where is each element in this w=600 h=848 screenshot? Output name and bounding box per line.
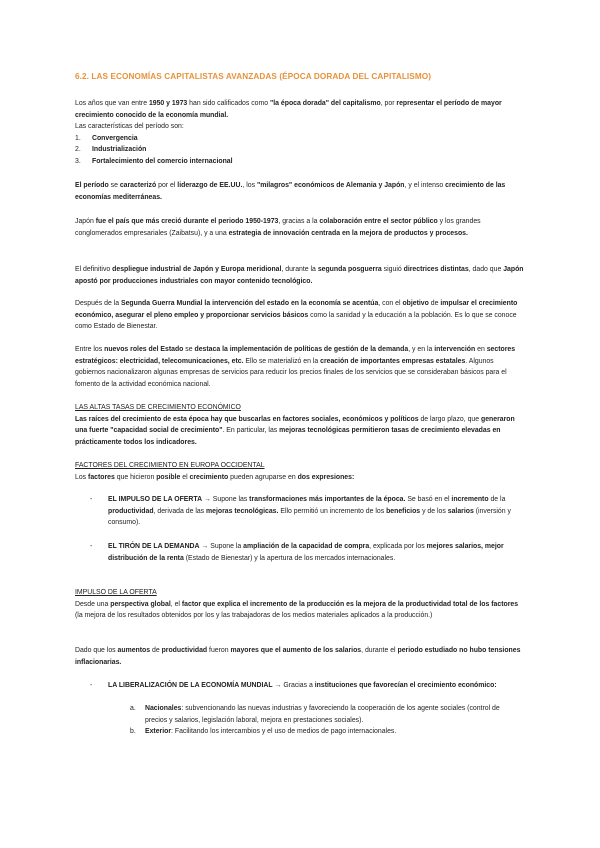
section-heading: 6.2. LAS ECONOMÍAS CAPITALISTAS AVANZADAS (ÉPOCA DORADA DEL CAPITALISMO) (75, 72, 432, 81)
section-altas-tasas: LAS ALTAS TASAS DE CRECIMIENTO ECONÓMICO Las raíces del crecimiento de esta época hay que buscarlas en factores sociales, económicos y políticos de largo plazo, que generaron una fuerte "capacidad social de crecimiento". En particular, las mejoras tecnológicas permitieron tasas de crecimiento elevadas en prácticamente todos los indicadores. (75, 402, 525, 448)
sub-item-exterior: b. Exterior: Facilitando los intercambios y el uso de medios de pago internacionales. (130, 728, 397, 735)
characteristics-list (75, 133, 525, 168)
intro-line-1: Los años que van entre 1950 y 1973 han sido calificados como "la época dorada" del capitalismo, por representar el período de mayor crecimiento conocido de la economía mundial. (75, 100, 502, 119)
paragraph-despliegue: El definitivo despliegue industrial de Japón y Europa meridional, durante la segunda posguerra siguió directrices distintas, dado que Japón apostó por producciones industriales con mayor contenido tecnológico. (75, 266, 524, 285)
intro-line-2: Las características del período son: (75, 123, 184, 131)
list-item-impulso-oferta: - EL IMPULSO DE LA OFERTA → Supone las transformaciones más importantes de la época. Se basó en el incremento de la productividad, derivada de las mejoras tecnológicas. Ello permitió un incremento de los beneficios y de los salarios (inversión y consumo). (90, 496, 511, 527)
subsection-title: IMPULSO DE LA OFERTA (75, 589, 157, 596)
paragraph-roles-estado: Entre los nuevos roles del Estado se destaca la implementación de políticas de gestión de la demanda, y en la intervención en sectores estratégicos: electricidad, telecomunicaciones, etc. Ello se materializó en la creación de importantes empresas estatales. Algunos gobiernos nacionalizaron algunas empresas de servicios para reducir los precios finales de los servicios que se consideraban básicos para el fomento de la actividad económica nacional. (75, 346, 516, 388)
paragraph-japon: Japón fue el país que más creció durante el periodo 1950-1973, gracias a la colaboración entre el sector público y los grandes conglomerados empresariales (Zaibatsu), y a una estrategia de innovación centrada en la mejora de productos y procesos. (75, 218, 481, 237)
intro-paragraph (75, 98, 525, 168)
sub-item-nacionales: a. Nacionales: subvencionando las nuevas industrias y favoreciendo la cooperación de los agente sociales (control de precios y salarios, legislación laboral, mejora en prestaciones sociales). (130, 705, 500, 724)
list-item-liberalizacion: - LA LIBERALIZACIÓN DE LA ECONOMÍA MUNDIAL → Gracias a instituciones que favorecían el crecimiento económico: (90, 682, 497, 689)
subsection-title: LAS ALTAS TASAS DE CRECIMIENTO ECONÓMICO (75, 404, 241, 411)
list-item: 1. Convergencia (75, 134, 138, 142)
section-impulso-oferta: IMPULSO DE LA OFERTA Desde una perspectiva global, el factor que explica el incremento de la producción es la mejora de la productividad total de los factores (la mejora de los resultados obtenidos por los y las trabajadoras de los medios materiales aplicados a la producción.) (75, 587, 525, 622)
list-item-tiron-demanda: - EL TIRÓN DE LA DEMANDA → Supone la ampliación de la capacidad de compra, explicada por los mejores salarios, mejor distribución de la renta (Estado de Bienestar) y la apertura de los mercados internacionales. (90, 543, 504, 562)
section-factores: FACTORES DEL CRECIMIENTO EN EUROPA OCCIDENTAL Los factores que hicieron posible el crecimiento pueden agruparse en dos expresiones: (75, 460, 525, 483)
list-item: 2. Industrialización (75, 146, 147, 154)
paragraph-productividad: Dado que los aumentos de productividad fueron mayores que el aumento de los salarios, durante el periodo estudiado no hubo tensiones inflacionarias. (75, 647, 521, 666)
list-item: 3. Fortalecimiento del comercio internacional (75, 157, 233, 165)
paragraph-periodo: El período se caracterizó por el liderazgo de EE.UU., los "milagros" económicos de Alemania y Japón, y el intenso crecimiento de las economías mediterráneas. (75, 182, 506, 201)
paragraph-intervencion: Después de la Segunda Guerra Mundial la intervención del estado en la economía se acentúa, con el objetivo de impulsar el crecimiento económico, asegurar el pleno empleo y proporcionar servicios básicos como la sanidad y la educación a la población. Es lo que se conoce como Estado de Bienestar. (75, 300, 518, 331)
subsection-title: FACTORES DEL CRECIMIENTO EN EUROPA OCCIDENTAL (75, 462, 265, 469)
